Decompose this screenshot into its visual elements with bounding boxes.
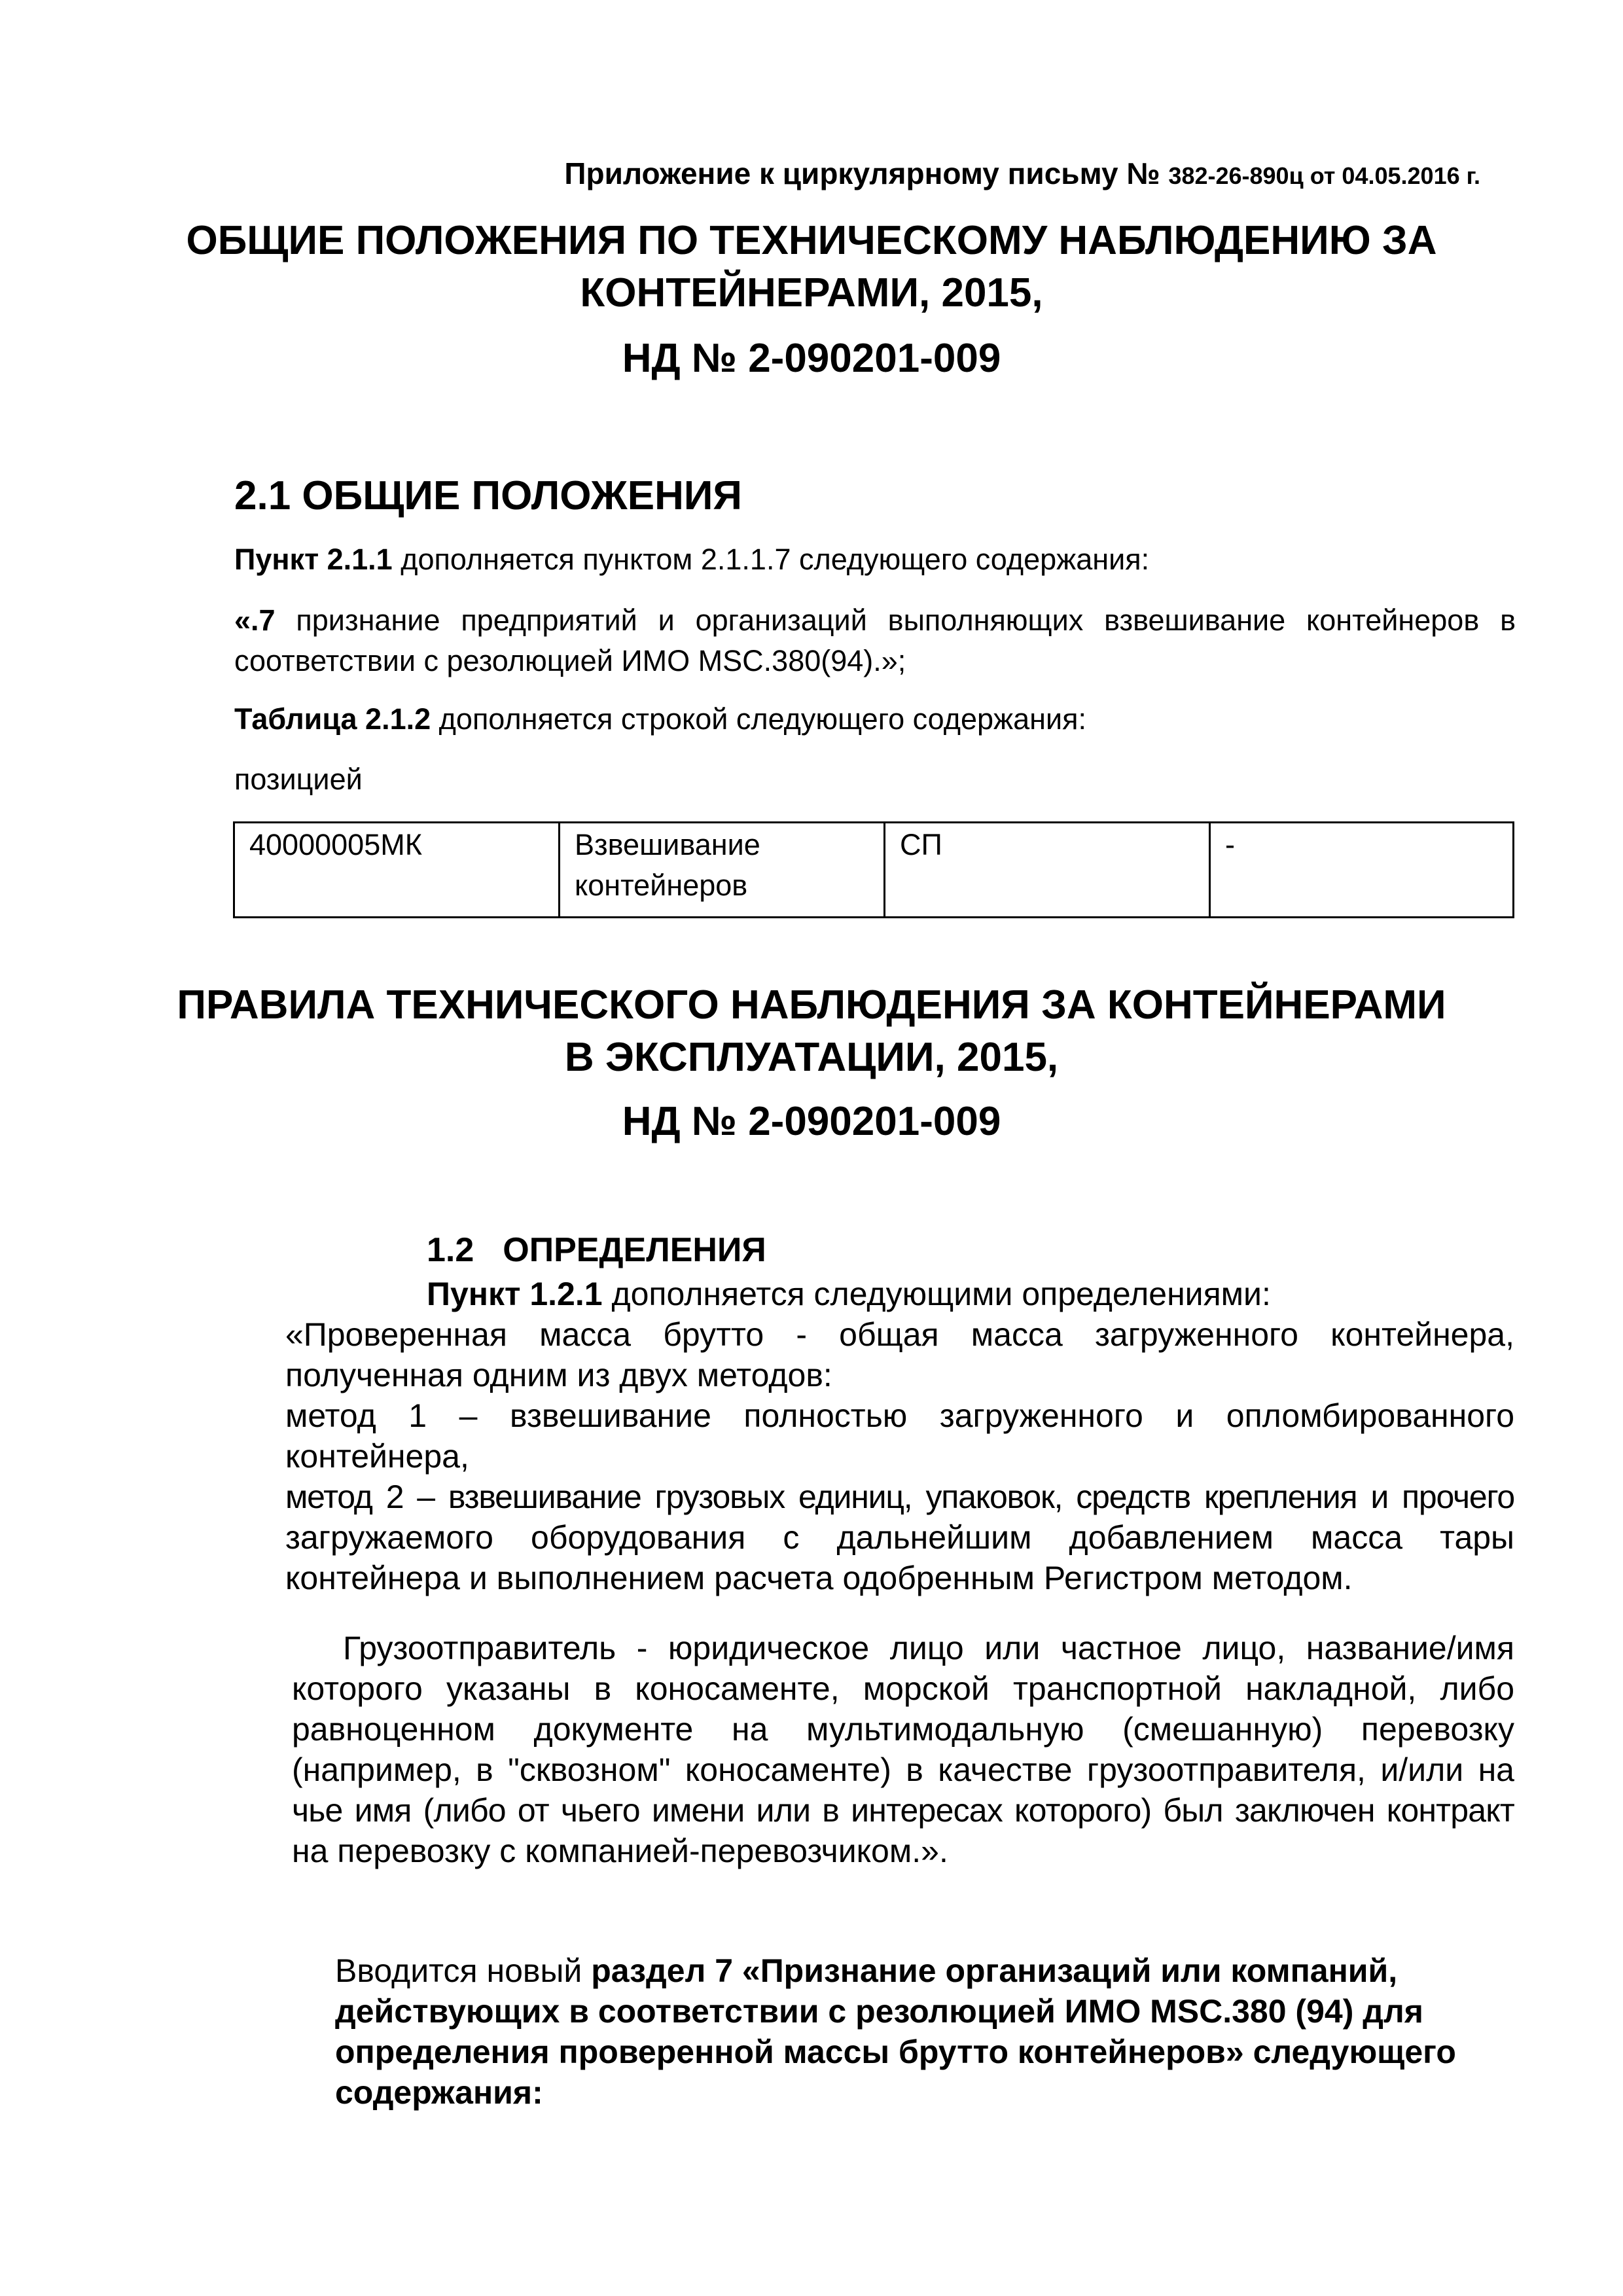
section-1-2-title: ОПРЕДЕЛЕНИЯ <box>503 1231 766 1269</box>
final-bold-line2: действующих в соответствии с резолюцией ИМО MSC.380 (94) для <box>335 1993 1423 2030</box>
section-2-1-heading: 2.1 ОБЩИЕ ПОЛОЖЕНИЯ <box>234 473 742 518</box>
section-1-2-heading <box>427 1230 766 1270</box>
p2-line2: соответствии с резолюцией ИМО MSC.380(94).»; <box>234 644 906 677</box>
shipper-line: чье имя (либо от чьего имени или в интересах которого) был заключен контракт <box>292 1792 1514 1829</box>
shipper-line: на перевозку с компанией-перевозчиком.». <box>292 1833 948 1869</box>
def-line: контейнера, <box>285 1438 469 1475</box>
shipper-line: (например, в "сквозном" коносаменте) в качестве грузоотправителя, и/или на <box>292 1751 1514 1788</box>
final-bold-line1: раздел 7 «Признание организаций или компаний, <box>591 1952 1398 1989</box>
appendix-letter-ref: 382-26-890ц от 04.05.2016 г. <box>1168 162 1480 189</box>
section-1-2-number: 1.2 <box>427 1231 474 1269</box>
section-2-1-p1 <box>234 539 1149 580</box>
def-line: контейнера и выполнением расчета одобренным Регистром методом. <box>285 1560 1353 1596</box>
definition-block <box>285 1314 1514 1598</box>
p1-text: дополняется пунктом 2.1.1.7 следующего содержания: <box>392 543 1150 576</box>
doc1-nd-number: НД № 2-090201-009 <box>622 336 1001 381</box>
new-section-7-paragraph <box>335 1950 1513 2113</box>
final-line2 <box>335 1991 1513 2032</box>
final-line4 <box>335 2072 1513 2113</box>
cell-code: 40000005МК <box>234 823 560 918</box>
final-bold-line3: определения проверенной массы брутто контейнеров» следующего <box>335 2034 1456 2070</box>
def-line: метод 1 – взвешивание полностью загруженного и опломбированного <box>285 1397 1514 1434</box>
p2-line1-text: признание предприятий и организаций выполняющих взвешивание контейнеров в <box>275 603 1516 637</box>
table-row <box>234 823 1514 918</box>
doc2-title <box>131 979 1492 1084</box>
p1-bold-ref: Пункт 2.1.1 <box>234 543 393 576</box>
doc1-title-line1: ОБЩИЕ ПОЛОЖЕНИЯ ПО ТЕХНИЧЕСКОМУ НАБЛЮДЕНИЮ ЗА <box>186 218 1437 263</box>
section-2-1-p3 <box>234 699 1086 740</box>
p3-bold-ref: Таблица 2.1.2 <box>234 702 431 736</box>
doc1-title-line2: КОНТЕЙНЕРАМИ, 2015, <box>580 270 1043 315</box>
position-table <box>233 821 1514 918</box>
cell-name <box>560 823 885 918</box>
appendix-prefix: Приложение к циркулярному письму № <box>564 156 1160 190</box>
def-line: загружаемого оборудования с дальнейшим добавлением масса тары <box>285 1519 1514 1556</box>
shipper-line: которого указаны в коносаменте, морской транспортной накладной, либо <box>292 1670 1514 1707</box>
final-lead: Вводится новый <box>335 1952 592 1989</box>
doc2-nd-number: НД № 2-090201-009 <box>622 1099 1001 1144</box>
section-2-1-p4: позицией <box>234 762 363 796</box>
shipper-definition <box>292 1628 1514 1871</box>
final-line1 <box>335 1950 1513 1991</box>
final-bold-line4: содержания: <box>335 2074 543 2111</box>
doc2-title-line1: ПРАВИЛА ТЕХНИЧЕСКОГО НАБЛЮДЕНИЯ ЗА КОНТЕЙНЕРАМИ <box>177 982 1446 1028</box>
cell-form: СП <box>885 823 1210 918</box>
shipper-line: Грузоотправитель - юридическое лицо или частное лицо, название/имя <box>343 1630 1514 1666</box>
section-1-2-intro <box>427 1274 1271 1314</box>
p3-text: дополняется строкой следующего содержания: <box>431 702 1086 736</box>
def-line: метод 2 – взвешивание грузовых единиц, упаковок, средств крепления и прочего <box>285 1479 1514 1515</box>
final-line3 <box>335 2032 1513 2072</box>
cell-name-line2: контейнеров <box>575 869 748 902</box>
intro-bold-ref: Пункт 1.2.1 <box>427 1276 603 1312</box>
appendix-header <box>564 156 1480 191</box>
def-line: «Проверенная масса брутто - общая масса загруженного контейнера, <box>285 1316 1514 1353</box>
doc2-title-line2: В ЭКСПЛУАТАЦИИ, 2015, <box>564 1035 1059 1080</box>
intro-text: дополняется следующими определениями: <box>602 1276 1271 1312</box>
shipper-line: равноценном документе на мультимодальную (смешанную) перевозку <box>292 1711 1514 1748</box>
p2-bold-prefix: «.7 <box>234 603 276 637</box>
cell-note: - <box>1210 823 1514 918</box>
cell-name-line1: Взвешивание <box>575 828 760 861</box>
section-2-1-p2 <box>234 600 1516 681</box>
p2-line1 <box>234 600 1516 641</box>
doc1-title <box>131 215 1492 319</box>
def-line: полученная одним из двух методов: <box>285 1357 832 1393</box>
